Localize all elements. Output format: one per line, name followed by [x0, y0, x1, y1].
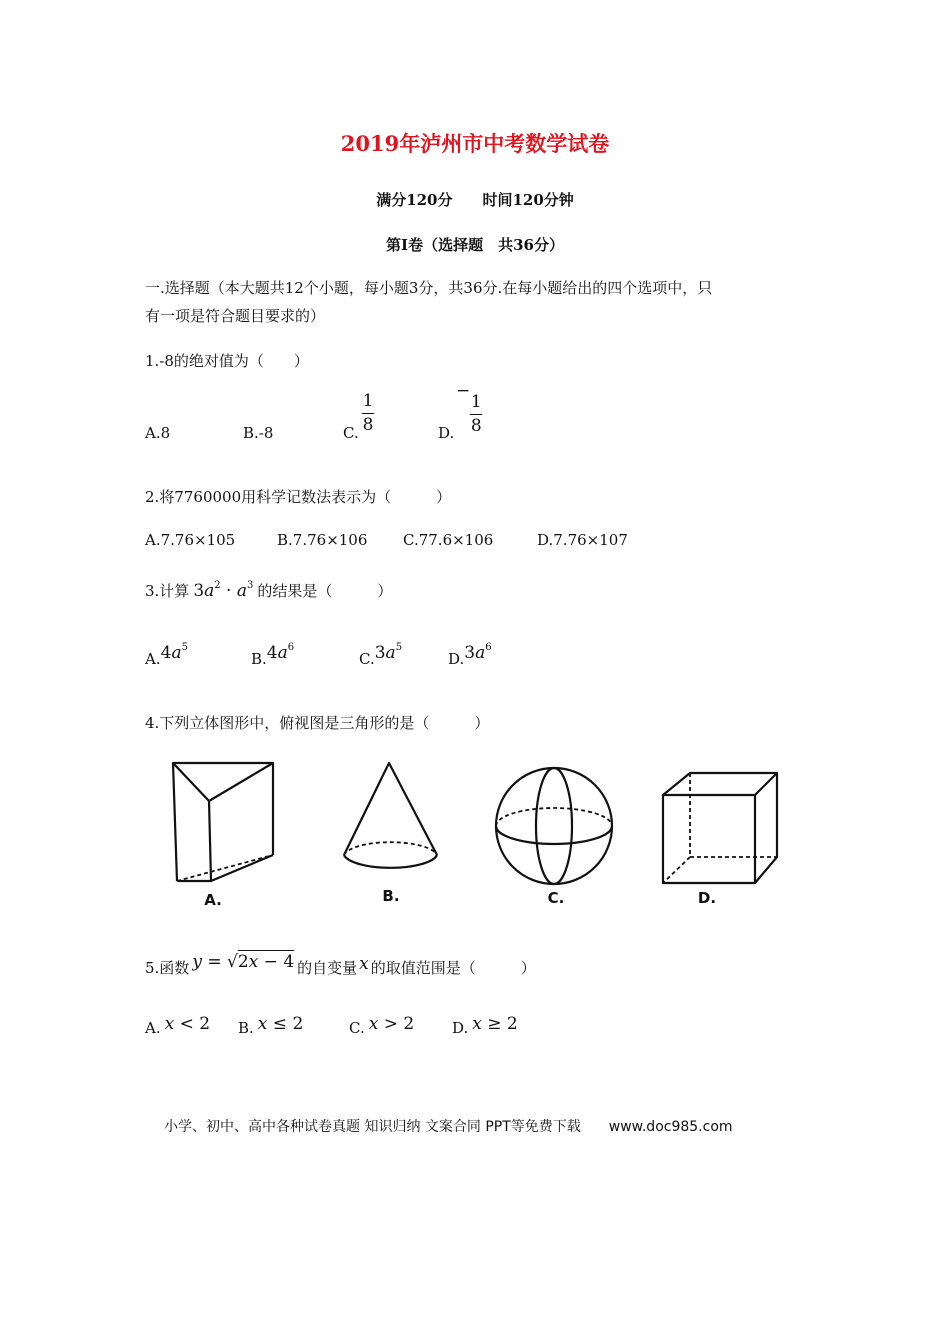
figure-label-d: D.: [697, 889, 717, 907]
footer-text: 小学、初中、高中各种试卷真题 知识归纳 文案合同 PPT等免费下载 www.doc985.com: [164, 1119, 733, 1135]
instruction-line-2: 有一项是符合题目要求的）: [145, 307, 326, 325]
q1-stem: 1.-8的绝对值为（ ）: [145, 352, 309, 370]
q2-option-a: A.7.76×105: [145, 531, 236, 549]
prism-figure: [165, 755, 285, 910]
q3-option-a: $A.4a^5$: [145, 642, 188, 668]
figure-label-b: B.: [382, 887, 400, 905]
q1-option-c-label: C.: [343, 424, 359, 442]
q2-option-b: B.7.76×106: [277, 531, 368, 549]
q3-option-b: $B.4a^6$: [251, 642, 295, 668]
q5-option-c: C. x > 2: [349, 1014, 415, 1037]
q2-option-c: C.77.6×106: [403, 531, 494, 549]
score-time-info: 满分120分 时间120分钟: [376, 191, 574, 209]
figure-label-c: C.: [547, 889, 565, 907]
cone-figure: [335, 755, 450, 910]
q2-option-d: D.7.76×107: [537, 531, 628, 549]
q5-option-b: B. x ≤ 2: [238, 1014, 304, 1037]
q1-option-c-fraction: $\frac{1}{8}$: [362, 391, 374, 435]
q1-option-d-fraction: − $\frac{1}{8}$: [456, 381, 482, 436]
figure-label-a: A.: [204, 891, 222, 909]
q2-stem: 2.将7760000用科学记数法表示为（ ）: [145, 488, 452, 506]
q1-option-b: B.-8: [243, 424, 274, 442]
sphere-figure: [490, 762, 620, 912]
q3-option-d: $D.3a^6$: [448, 642, 492, 668]
q3-option-c: $C.3a^5$: [359, 642, 403, 668]
q1-option-a: A.8: [145, 424, 171, 442]
section-heading: 第I卷（选择题 共36分）: [386, 236, 564, 254]
paper-title: 2019年泸州市中考数学试卷: [340, 131, 610, 156]
q3-stem: 3.计算 $3a^2 \cdot a^3$ 的结果是（ ）: [145, 580, 393, 601]
q4-stem: 4.下列立体图形中，俯视图是三角形的是（ ）: [145, 714, 490, 732]
q5-stem: 5.函数 y = √2x − 4 的自变量 x 的取值范围是（ ）: [145, 952, 536, 977]
q5-option-d: D. x ≥ 2: [452, 1014, 518, 1037]
cube-figure: [655, 765, 790, 910]
instruction-line-1: 一.选择题（本大题共12个小题，每小题3分，共36分.在每小题给出的四个选项中，只: [145, 279, 713, 297]
q5-option-a: A. x < 2: [145, 1014, 211, 1037]
q1-option-d-label: D.: [438, 424, 455, 442]
